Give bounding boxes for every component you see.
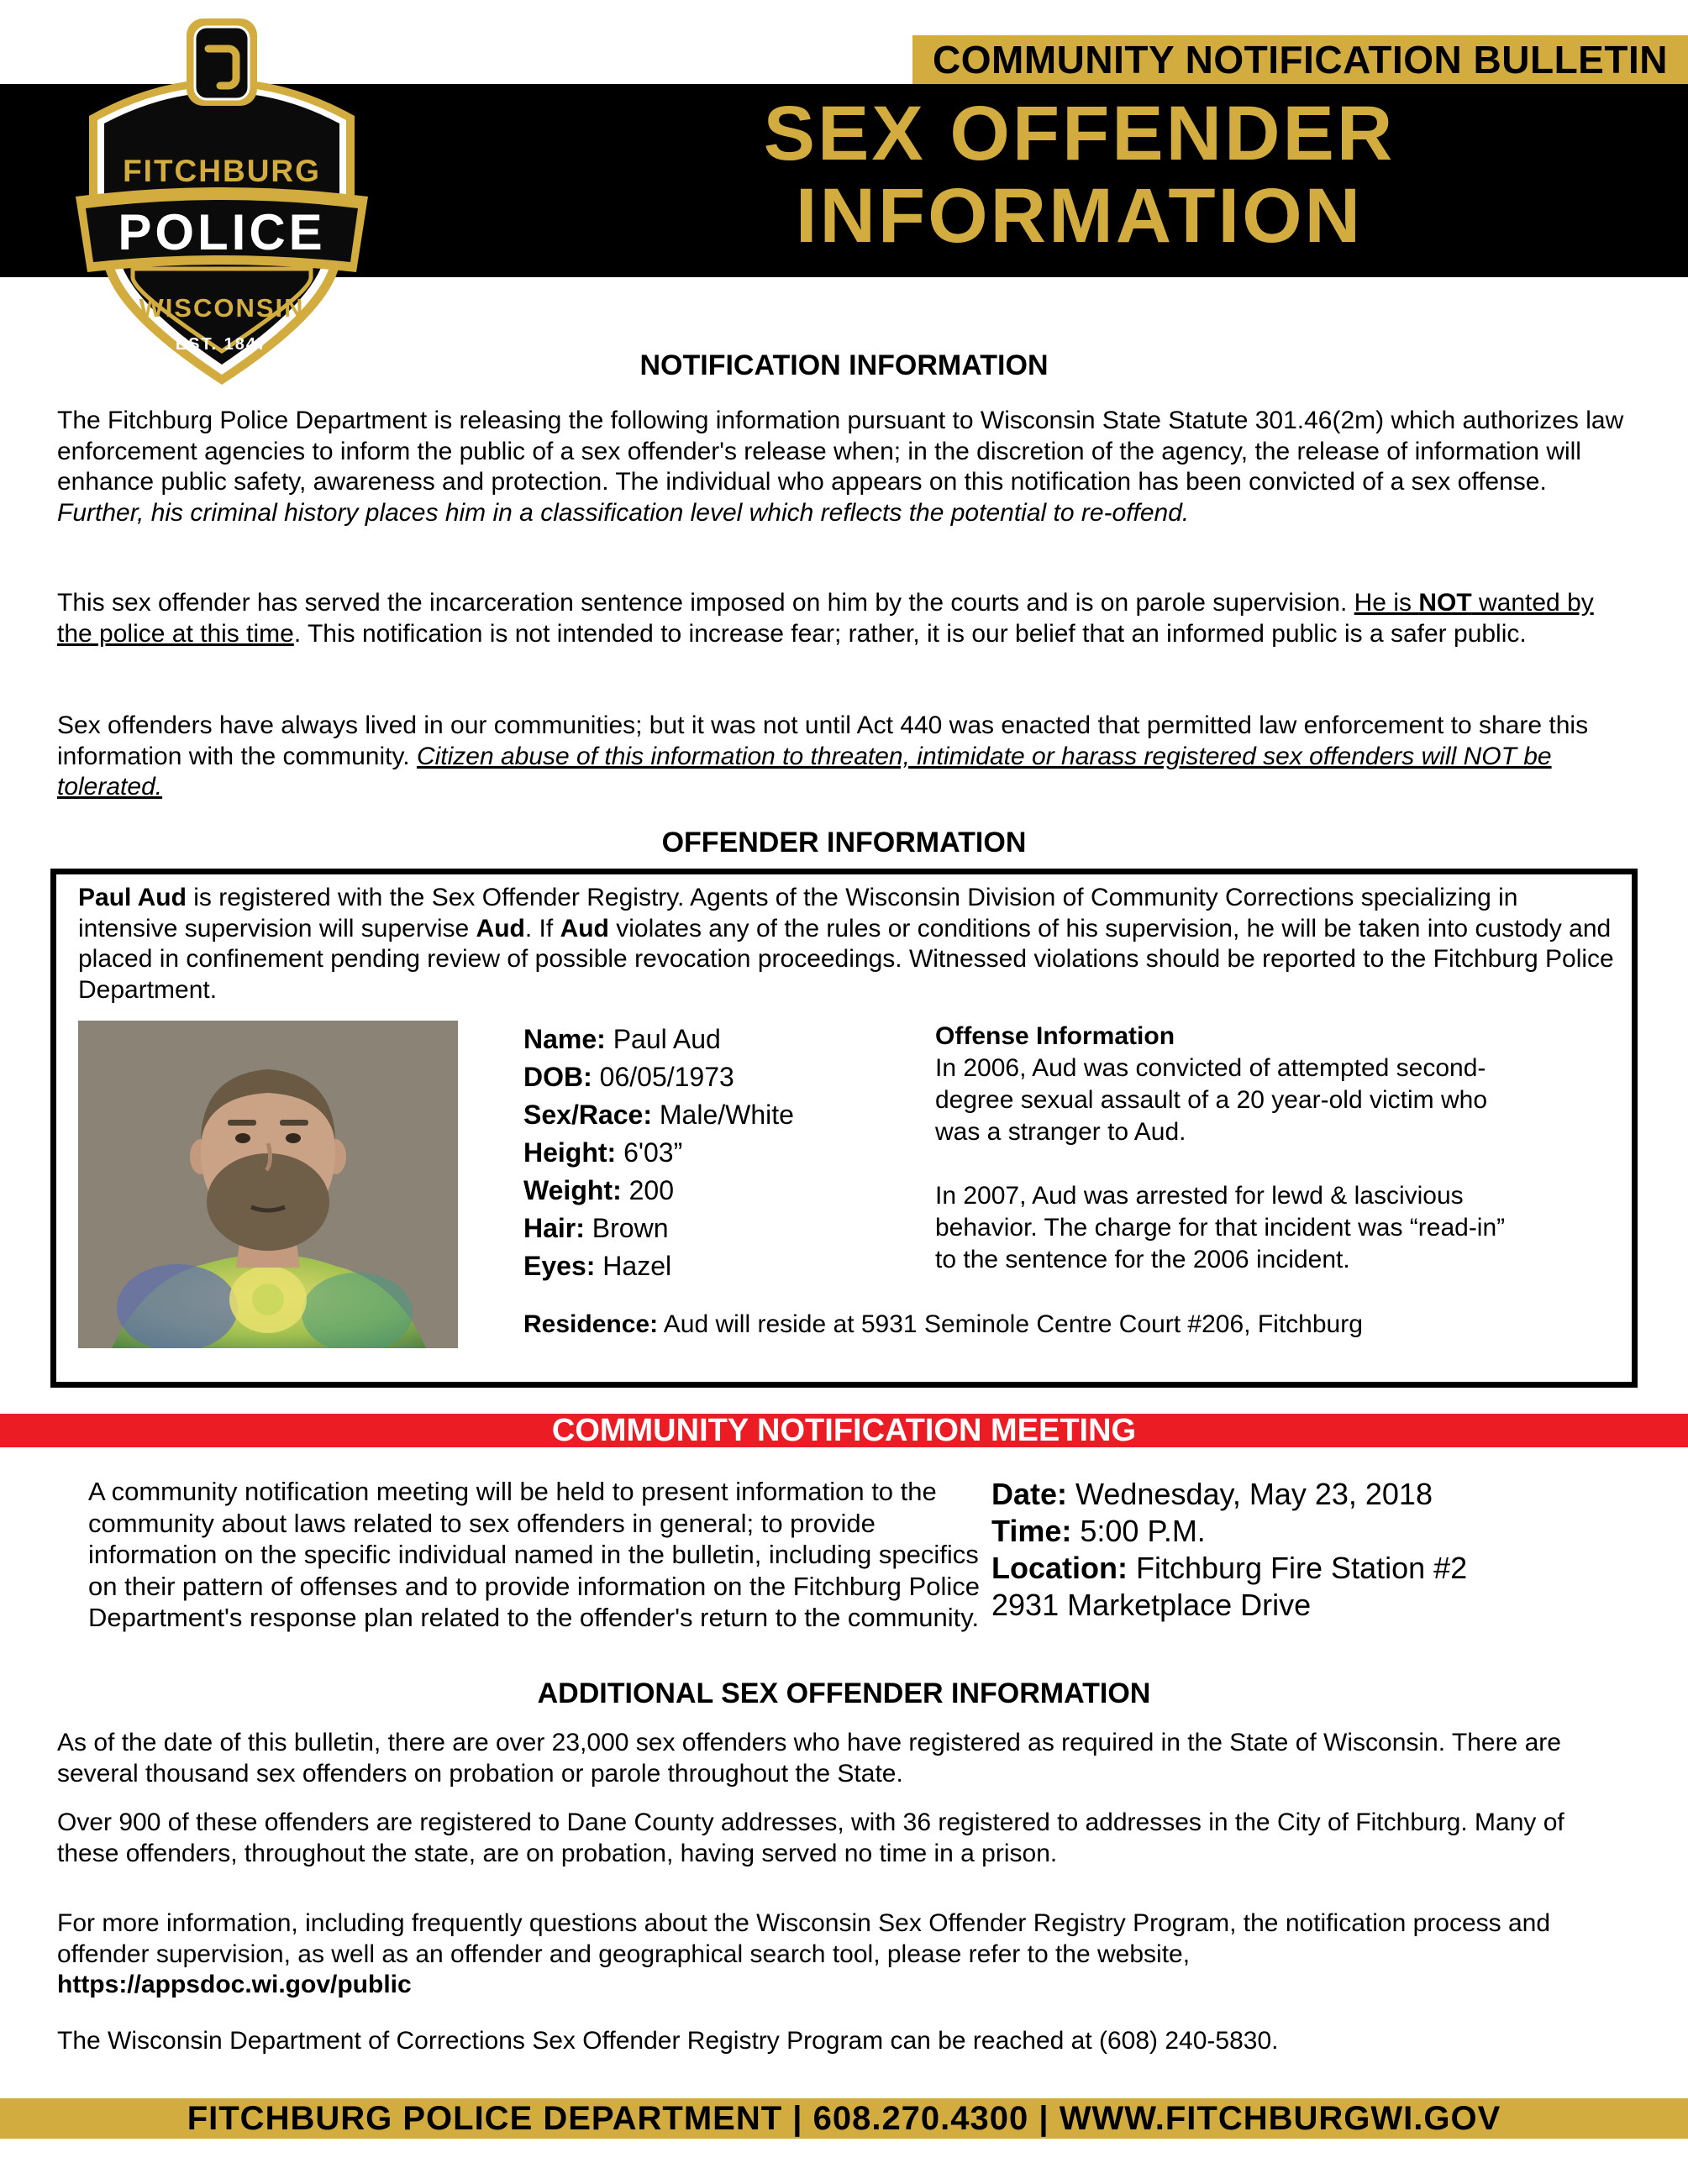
offense-information (935, 1021, 1515, 1285)
photo-shirt-swirl-center (252, 1284, 284, 1315)
page-title-line2: INFORMATION (795, 173, 1364, 259)
detail-label: Height: (523, 1137, 617, 1168)
meeting-date-row (991, 1476, 1467, 1513)
notification-paragraph-1 (57, 406, 1629, 528)
detail-value: 06/05/1973 (599, 1062, 734, 1092)
badge-dept-label: POLICE (118, 204, 326, 260)
additional-paragraph-4: The Wisconsin Department of Corrections Sex Offender Registry Program can be reached at (608) 240-5830. (57, 2027, 1279, 2055)
residence-label: Residence: (523, 1310, 659, 1338)
additional-p3-text: For more information, including frequently questions about the Wisconsin Sex Offender Registry Program, the notification process and offender supervision, as well as an offender and geographical search tool, please refer to the website, (57, 1909, 1551, 1968)
meeting-location-line2: 2931 Marketplace Drive (991, 1588, 1312, 1622)
detail-value: Paul Aud (613, 1024, 721, 1054)
detail-label: Sex/Race: (523, 1100, 652, 1130)
meeting-location-row (991, 1550, 1467, 1587)
footer-bar: FITCHBURG POLICE DEPARTMENT | 608.270.4300 | WWW.FITCHBURGWI.GOV (0, 2098, 1688, 2139)
detail-label: Weight: (523, 1175, 622, 1205)
bulletin-banner: COMMUNITY NOTIFICATION BULLETIN (912, 35, 1688, 84)
detail-row-eyes (523, 1247, 935, 1285)
p2-bold-underline: NOT (1418, 589, 1472, 617)
badge-state-label: WISCONSIN (139, 293, 305, 323)
detail-value: 200 (628, 1175, 674, 1205)
photo-eyebrow-left (228, 1120, 256, 1126)
p2-underline-1: He is (1354, 589, 1419, 617)
meeting-time-label: Time: (991, 1514, 1072, 1548)
detail-value: Brown (592, 1213, 669, 1243)
detail-label: DOB: (523, 1062, 592, 1092)
police-badge (66, 17, 378, 388)
intro-text-2: . If (524, 914, 560, 942)
badge-est-label: EST. 1847 (175, 335, 269, 354)
notification-paragraph-2 (57, 588, 1629, 649)
detail-value: Hazel (602, 1251, 672, 1281)
meeting-location-value: Fitchburg Fire Station #2 (1127, 1551, 1468, 1585)
notification-heading: NOTIFICATION INFORMATION (639, 349, 1049, 381)
meeting-date-value: Wednesday, May 23, 2018 (1067, 1477, 1433, 1511)
offense-paragraph-1: In 2006, Aud was convicted of attempted second-degree sexual assault of a 20 year-old victim who was a stranger to Aud. (935, 1054, 1488, 1146)
p3-italic-underline: Citizen abuse of this information to threaten, intimidate or harass registered sex offenders will NOT be tolerated. (57, 742, 1552, 801)
meeting-paragraph: A community notification meeting will be held to present information to the community about laws related to sex offenders in general; to provide information on the specific individual named in the bulletin, including specifics on their pattern of offenses and to provide information on the Fitchburg Police Department's response plan related to the offender's return to the community. (88, 1477, 980, 1632)
photo-eyebrow-right (280, 1120, 308, 1126)
page-title-line1: SEX OFFENDER (763, 91, 1396, 176)
detail-value: Male/White (659, 1100, 794, 1130)
offender-right-pane (523, 1021, 1615, 1348)
photo-eye-right (286, 1133, 301, 1143)
registry-url[interactable]: https://appsdoc.wi.gov/public (57, 1971, 412, 1998)
offender-info-box (50, 869, 1638, 1388)
p2-text-2: . This notification is not intended to increase fear; rather, it is our belief that an informed public is a safer public. (293, 619, 1527, 648)
detail-row-height (523, 1134, 935, 1172)
offender-heading: OFFENDER INFORMATION (661, 827, 1027, 858)
detail-row-hair (523, 1210, 935, 1247)
additional-heading: ADDITIONAL SEX OFFENDER INFORMATION (537, 1677, 1151, 1709)
meeting-banner: COMMUNITY NOTIFICATION MEETING (0, 1414, 1688, 1447)
detail-row-name (523, 1021, 935, 1058)
detail-value: 6'03” (623, 1137, 683, 1168)
detail-row-weight (523, 1172, 935, 1210)
offense-heading: Offense Information (935, 1022, 1175, 1050)
intro-bold-3: Aud (560, 914, 609, 942)
offender-columns (523, 1021, 1615, 1285)
offender-detail-row (78, 1021, 1615, 1348)
additional-paragraph-1: As of the date of this bulletin, there are over 23,000 sex offenders who have registered as required in the State of Wisconsin. There are several thousand sex offenders on probation or parole throughout the State. (57, 1729, 1561, 1788)
additional-paragraph-3 (57, 1908, 1629, 2001)
detail-label: Eyes: (523, 1251, 596, 1281)
meeting-location-label: Location: (991, 1551, 1128, 1585)
photo-eye-left (235, 1133, 250, 1143)
detail-label: Hair: (523, 1213, 585, 1243)
p3-text: Sex offenders have always lived in our communities; but it was not until Act 440 was enacted that permitted law enforcement to share this information with the community. (57, 711, 1589, 770)
meeting-details (991, 1476, 1467, 1624)
offense-paragraph-2: In 2007, Aud was arrested for lewd & lascivious behavior. The charge for that incident was “read-in” to the sentence for the 2006 incident. (935, 1182, 1506, 1273)
meeting-time-row (991, 1513, 1467, 1550)
physical-details (523, 1021, 935, 1285)
intro-text-3: violates any of the rules or conditions of his supervision, he will be taken into custody and placed in confinement pending review of possible revocation proceedings. Witnessed violations should be reported to the Fitchburg Police Department. (78, 914, 1614, 1004)
notification-paragraph-3 (57, 711, 1629, 803)
residence-line (523, 1310, 1615, 1339)
p2-underline-2: wanted by the police at this time (57, 589, 1594, 648)
offender-intro (78, 883, 1615, 1005)
meeting-time-value: 5:00 P.M. (1071, 1514, 1206, 1548)
additional-paragraph-2: Over 900 of these offenders are registered to Dane County addresses, with 36 registered to addresses in the City of Fitchburg. Many of these offenders, throughout the state, are on probation, having served no time in a prison. (57, 1809, 1564, 1867)
intro-bold-2: Aud (476, 914, 525, 942)
intro-text-1: is registered with the Sex Offender Registry. Agents of the Wisconsin Division of Community Corrections specializing in intensive supervision will supervise (78, 884, 1518, 942)
p1-text: The Fitchburg Police Department is releasing the following information pursuant to Wisconsin State Statute 301.46(2m) which authorizes law enforcement agencies to inform the public of a sex offender's release when; in the discretion of the agency, the release of information will enhance public safety, awareness and protection. The individual who appears on this notification has been convicted of a sex offense. (57, 407, 1624, 496)
page-title (504, 92, 1654, 257)
detail-row-sex-race (523, 1096, 935, 1134)
offender-name-bold: Paul Aud (78, 884, 187, 911)
meeting-date-label: Date: (991, 1477, 1068, 1511)
detail-row-dob (523, 1058, 935, 1096)
p2-text: This sex offender has served the incarceration sentence imposed on him by the courts and is on parole supervision. (57, 589, 1354, 617)
photo-shirt-blue-patch (117, 1264, 238, 1348)
residence-text: Aud will reside at 5931 Seminole Centre Court #206, Fitchburg (658, 1310, 1363, 1338)
p1-italic-text: Further, his criminal history places him in a classification level which reflects the potential to re-offend. (57, 498, 1190, 527)
detail-label: Name: (523, 1024, 606, 1054)
offender-photo (78, 1021, 458, 1348)
badge-city-label: FITCHBURG (123, 154, 321, 188)
